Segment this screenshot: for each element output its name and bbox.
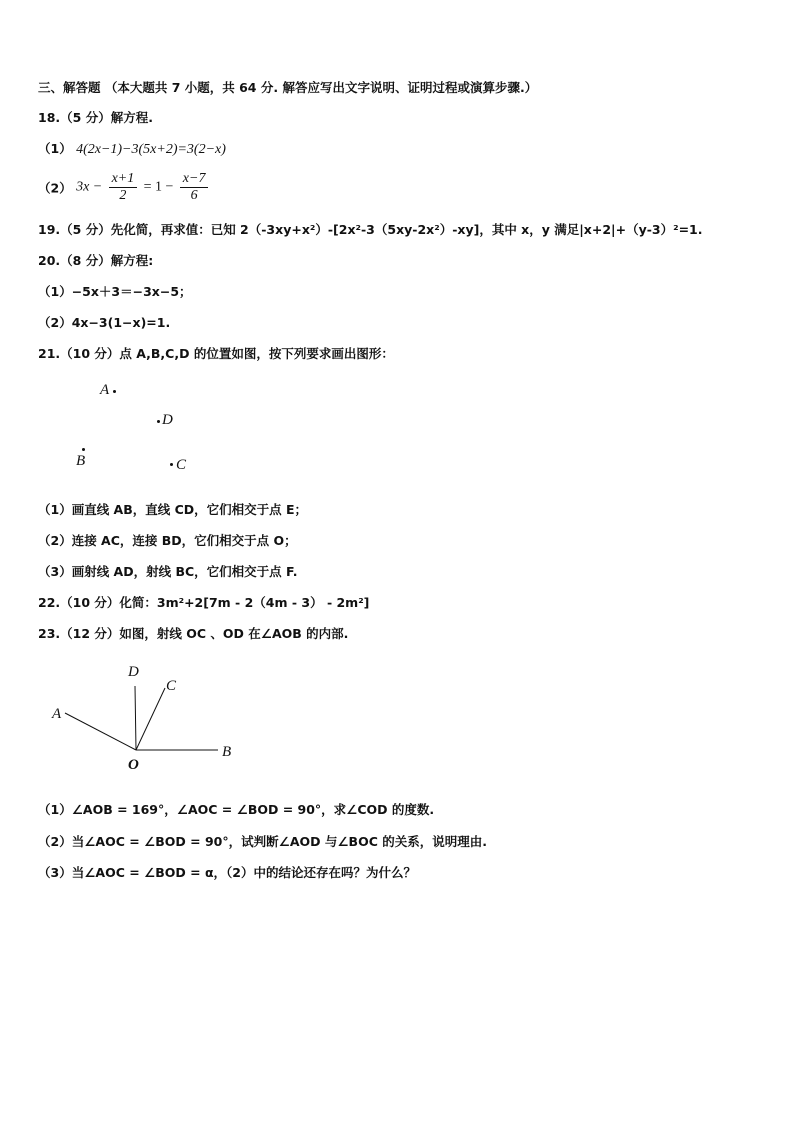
q20-title: 20.（8 分）解方程: — [38, 253, 154, 268]
ray-oa — [65, 713, 136, 750]
ray-oc — [136, 688, 165, 750]
angle-label-c: C — [166, 678, 177, 694]
q18-part2-mid: = 1 − — [143, 179, 174, 195]
q21-points-diagram — [60, 375, 220, 485]
angle-rays-svg — [40, 660, 250, 780]
q21-part2: （2）连接 AC，连接 BD，它们相交于点 O； — [38, 533, 297, 548]
angle-label-o: O — [128, 757, 139, 773]
ray-od — [135, 686, 136, 750]
q18-part1-label: （1） — [38, 141, 72, 156]
q18-part2-lead: 3x − — [76, 179, 103, 195]
q23-part3: （3）当∠AOC = ∠BOD = α，（2）中的结论还存在吗？为什么？ — [38, 865, 417, 880]
fraction-2-denominator: 6 — [190, 188, 198, 203]
q20-part1: （1）−5x＋3＝−3x−5； — [38, 284, 192, 299]
point-c-label: C — [176, 457, 187, 473]
q21-title: 21.（10 分）点 A,B,C,D 的位置如图，按下列要求画出图形： — [38, 346, 394, 361]
fraction-2 — [180, 171, 209, 204]
q22-text: 22.（10 分）化简：3m²+2[7m - 2（4m - 3） - 2m²] — [38, 595, 370, 610]
q23-part2: （2）当∠AOC = ∠BOD = 90°，试判断∠AOD 与∠BOC 的关系，说明理由. — [38, 834, 487, 849]
fraction-1-denominator: 2 — [119, 188, 127, 203]
point-d-dot — [157, 420, 160, 423]
q18-part2-label: （2） — [38, 180, 72, 196]
fraction-1 — [109, 171, 138, 204]
q18-part1 — [38, 139, 226, 158]
q18-part1-expr: 4(2x−1)−3(5x+2)=3(2−x) — [76, 142, 226, 157]
q23-title: 23.（12 分）如图，射线 OC 、OD 在∠AOB 的内部. — [38, 626, 349, 641]
fraction-2-numerator: x−7 — [180, 171, 209, 188]
q21-part3: （3）画射线 AD，射线 BC，它们相交于点 F. — [38, 564, 298, 579]
angle-label-d: D — [128, 664, 139, 680]
point-d-label: D — [162, 412, 173, 428]
q21-part1: （1）画直线 AB，直线 CD，它们相交于点 E； — [38, 502, 308, 517]
point-b-label: B — [76, 453, 86, 469]
point-a-label: A — [100, 382, 110, 398]
angle-label-b: B — [222, 744, 232, 760]
q18-part2 — [38, 171, 210, 204]
fraction-1-numerator: x+1 — [109, 171, 138, 188]
section-header: 三、解答题 （本大题共 7 小题，共 64 分. 解答应写出文字说明、证明过程或演算步骤.） — [38, 80, 538, 95]
q23-angle-diagram — [40, 660, 250, 780]
q18-title: 18.（5 分）解方程. — [38, 110, 153, 125]
point-c-dot — [170, 463, 173, 466]
q20-part2: （2）4x−3(1−x)=1. — [38, 315, 171, 330]
q23-part1: （1）∠AOB = 169°，∠AOC = ∠BOD = 90°，求∠COD 的度数. — [38, 802, 435, 817]
point-a-dot — [113, 390, 116, 393]
point-b-dot — [82, 448, 85, 451]
q19-text: 19.（5 分）先化简，再求值：已知 2（-3xy+x²）-[2x²-3（5xy-2x²）-xy]，其中 x，y 满足|x+2|+（y-3）²=1. — [38, 222, 703, 237]
angle-label-a: A — [52, 706, 62, 722]
